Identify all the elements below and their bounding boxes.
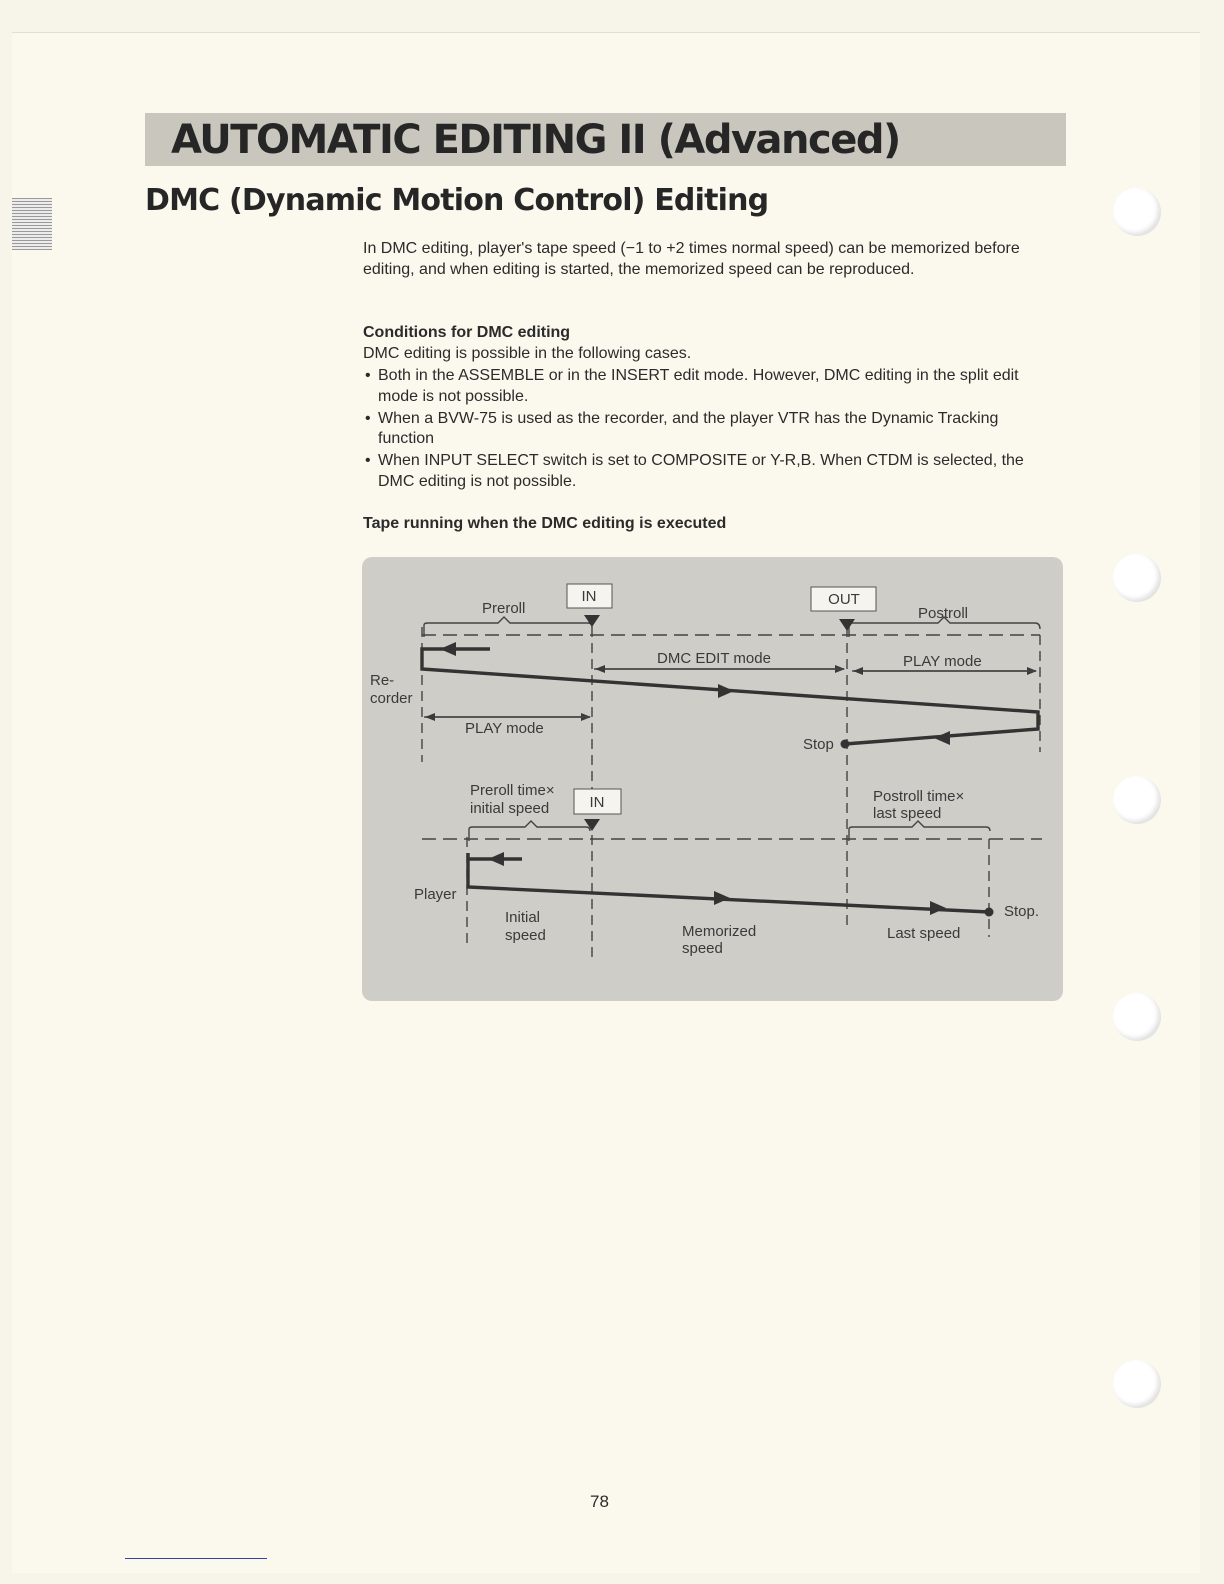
player-tape-path xyxy=(468,853,989,912)
play-mode-label: PLAY mode xyxy=(903,653,982,670)
last-speed-label: Last speed xyxy=(887,925,961,942)
recorder-label: Re- xyxy=(370,672,395,689)
conditions-heading: Conditions for DMC editing xyxy=(363,324,571,341)
postroll-label: Postroll xyxy=(918,605,969,622)
recorder-stop-dot xyxy=(841,740,850,749)
binder-hole xyxy=(1113,554,1161,602)
preroll-time-label: Preroll time× xyxy=(470,782,555,799)
return-arrowhead xyxy=(934,731,950,745)
in-marker-icon xyxy=(584,615,600,627)
player-forward-arrowhead xyxy=(714,891,730,905)
player-preroll-brace xyxy=(469,821,590,841)
out-marker-icon xyxy=(839,619,855,631)
recorder-label: corder xyxy=(370,690,413,707)
preroll-label: Preroll xyxy=(482,600,526,617)
postroll-time-label: last speed xyxy=(873,805,942,822)
diagram-heading: Tape running when the DMC editing is executed xyxy=(363,515,727,532)
player-postroll-brace xyxy=(849,821,990,841)
preroll-time-label: initial speed xyxy=(470,800,550,817)
list-item: • Both in the ASSEMBLE or in the INSERT edit mode. However, DMC editing in the split edit mode is not possible. xyxy=(365,367,1019,405)
player-label: Player xyxy=(414,886,457,903)
tape-running-diagram xyxy=(362,557,1063,1001)
page-number: 78 xyxy=(590,1492,609,1511)
initial-speed-label: Initial xyxy=(505,909,541,926)
memorized-speed-label: Memorized xyxy=(682,923,757,940)
bullet-icon: • xyxy=(365,452,371,469)
player-forward-arrowhead xyxy=(930,901,946,915)
conditions-lead: DMC editing is possible in the following cases. xyxy=(363,345,692,362)
player-rewind-arrowhead xyxy=(488,852,504,866)
rewind-arrowhead xyxy=(440,642,456,656)
dmc-edit-mode-label: DMC EDIT mode xyxy=(657,650,771,667)
section-title: DMC (Dynamic Motion Control) Editing xyxy=(145,183,769,218)
list-item: • When INPUT SELECT switch is set to COMPOSITE or Y-R,B. When CTDM is selected, the DMC editing is not possible. xyxy=(365,452,1024,490)
play-mode-label: PLAY mode xyxy=(465,720,544,737)
footer-rule xyxy=(125,1558,267,1559)
binder-hole xyxy=(1113,776,1161,824)
binder-hole xyxy=(1113,993,1161,1041)
stop-label: Stop. xyxy=(1004,903,1040,920)
chapter-title: AUTOMATIC EDITING II (Advanced) xyxy=(171,117,900,163)
forward-arrowhead xyxy=(718,684,734,698)
list-item: • When a BVW-75 is used as the recorder, and the player VTR has the Dynamic Tracking function xyxy=(365,409,999,447)
binder-hole xyxy=(1113,188,1161,236)
tape-diagram-svg xyxy=(362,557,1063,1001)
preroll-brace xyxy=(424,617,592,637)
bullet-icon: • xyxy=(365,367,371,384)
chapter-banner xyxy=(145,113,1066,166)
binder-hole xyxy=(1113,1360,1161,1408)
memorized-speed-label: speed xyxy=(682,940,723,957)
initial-speed-label: speed xyxy=(505,927,546,944)
in-label: IN xyxy=(581,588,597,605)
out-label: OUT xyxy=(828,591,860,608)
postroll-time-label: Postroll time× xyxy=(873,788,965,805)
bullet-icon: • xyxy=(365,409,371,427)
intro-paragraph: In DMC editing, player's tape speed (−1 to +2 times normal speed) can be memorized before editing, and when editing is started, the memorized speed can be reproduced. xyxy=(363,240,1020,278)
player-stop-dot xyxy=(985,908,994,917)
section-index-tab xyxy=(12,198,52,250)
stop-label: Stop xyxy=(803,736,834,753)
in-marker-icon xyxy=(584,819,600,831)
conditions-list xyxy=(363,366,1048,494)
in-label: IN xyxy=(589,794,605,811)
